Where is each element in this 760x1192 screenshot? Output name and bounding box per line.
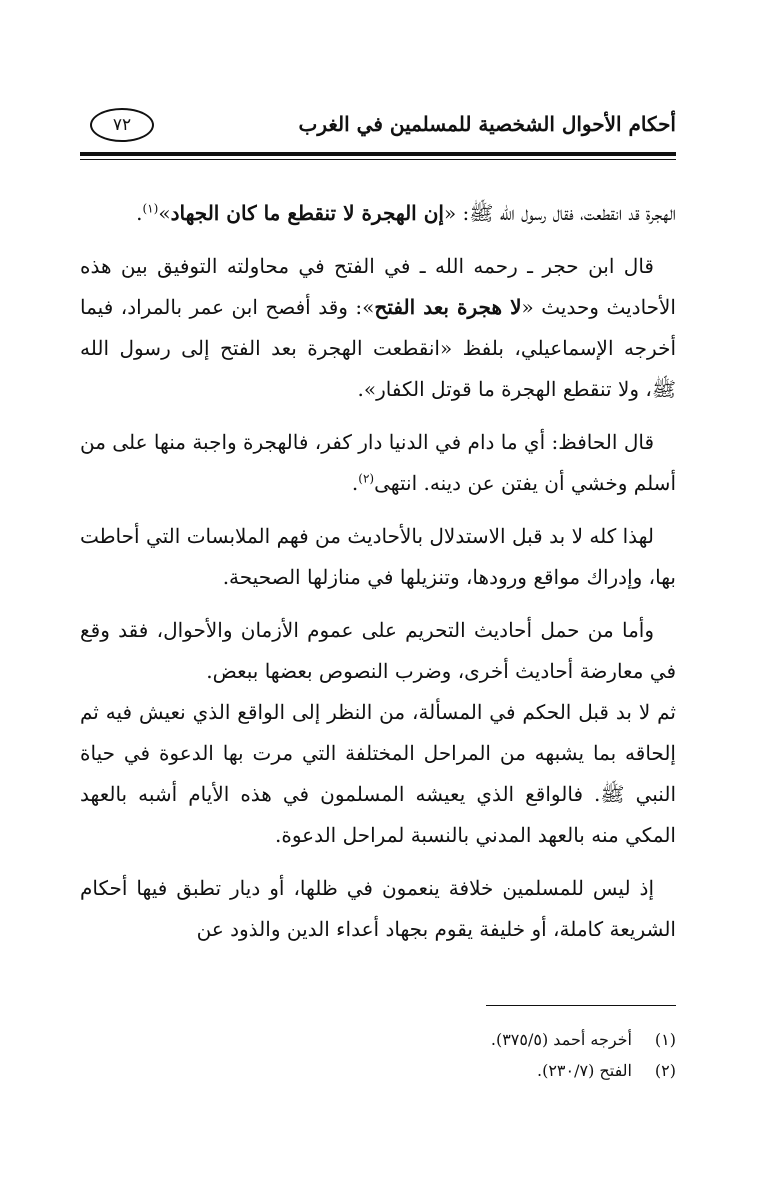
footnote-2-text: الفتح (٢٣٠/٧). xyxy=(537,1061,632,1080)
header-rule-thin xyxy=(80,159,676,160)
paragraph-2 xyxy=(80,246,676,410)
paragraph-1-end: . xyxy=(136,201,143,225)
paragraph-5: وأما من حمل أحاديث التحريم على عموم الأزمان والأحوال، فقد وقع في معارضة أحاديث أخرى، وضرب النصوص بعضها ببعض. xyxy=(80,618,676,683)
running-title: أحكام الأحوال الشخصية للمسلمين في الغرب xyxy=(298,112,676,136)
paragraph-3-end: . xyxy=(351,471,359,495)
paragraph-2-text: قال ابن حجر ـ رحمه الله ـ في الفتح في محاولته التوفيق بين هذه الأحاديث وحديث « xyxy=(80,254,676,319)
paragraph-7: إذ ليس للمسلمين خلافة ينعمون في ظلها، أو ديار تطبق فيها أحكام الشريعة كاملة، أو خليفة يقوم بجهاد أعداء الدين والذود عن xyxy=(80,876,676,941)
footnote-ref-2[interactable]: (٢) xyxy=(358,471,375,486)
paragraph-6: ثم لا بد قبل الحكم في المسألة، من النظر إلى الواقع الذي نعيش فيه ثم إلحاقه بما يشبهه من المراحل المختلفة التي مرت بها الدعوة في حياة النبي ﷺ. فالواقع الذي يعيشه المسلمون في هذه الأيام أشبه بالعهد المكي منه بالعهد المدني بالنسبة لمراحل الدعوة. xyxy=(80,700,676,847)
header-rule-thick xyxy=(80,152,676,156)
hadith-quote-2: لا هجرة بعد الفتح xyxy=(374,295,522,319)
footnote-1-number: (١) xyxy=(654,1030,676,1049)
footnote-2-number: (٢) xyxy=(654,1061,676,1080)
footnote-rule xyxy=(486,1005,676,1006)
quote-close: » xyxy=(158,201,171,225)
paragraph-1-text: الهجرة قد انقطعت، فقال رسول الله ﷺ: « xyxy=(443,201,676,225)
paragraph-3 xyxy=(80,422,676,504)
paragraph-2-rest: »: وقد أفصح ابن عمر بالمراد، فيما أخرجه الإسماعيلي، بلفظ «انقطعت الهجرة بعد الفتح إلى رسول الله ﷺ، ولا تنقطع الهجرة ما قوتل الكفار». xyxy=(80,295,676,401)
running-head xyxy=(80,108,676,154)
paragraph-4: لهذا كله لا بد قبل الاستدلال بالأحاديث من فهم الملابسات التي أحاطت بها، وإدراك مواقع ورودها، وتنزيلها في منازلها الصحيحة. xyxy=(80,524,676,589)
body-text xyxy=(80,193,676,962)
footnote-2 xyxy=(80,1055,676,1086)
footnote-1-text: أخرجه أحمد (٣٧٥/٥). xyxy=(490,1030,632,1049)
footnotes xyxy=(80,1024,676,1086)
page-number: ٧٢ xyxy=(90,108,154,142)
paragraph-3-text: قال الحافظ: أي ما دام في الدنيا دار كفر، فالهجرة واجبة منها على من أسلم وخشي أن يفتن عن دينه. انتهى xyxy=(80,430,676,495)
paragraph-1 xyxy=(80,193,676,234)
hadith-quote-1: إن الهجرة لا تنقطع ما كان الجهاد xyxy=(170,201,444,225)
footnote-1 xyxy=(80,1024,676,1055)
footnote-ref-1[interactable]: (١) xyxy=(142,201,159,216)
